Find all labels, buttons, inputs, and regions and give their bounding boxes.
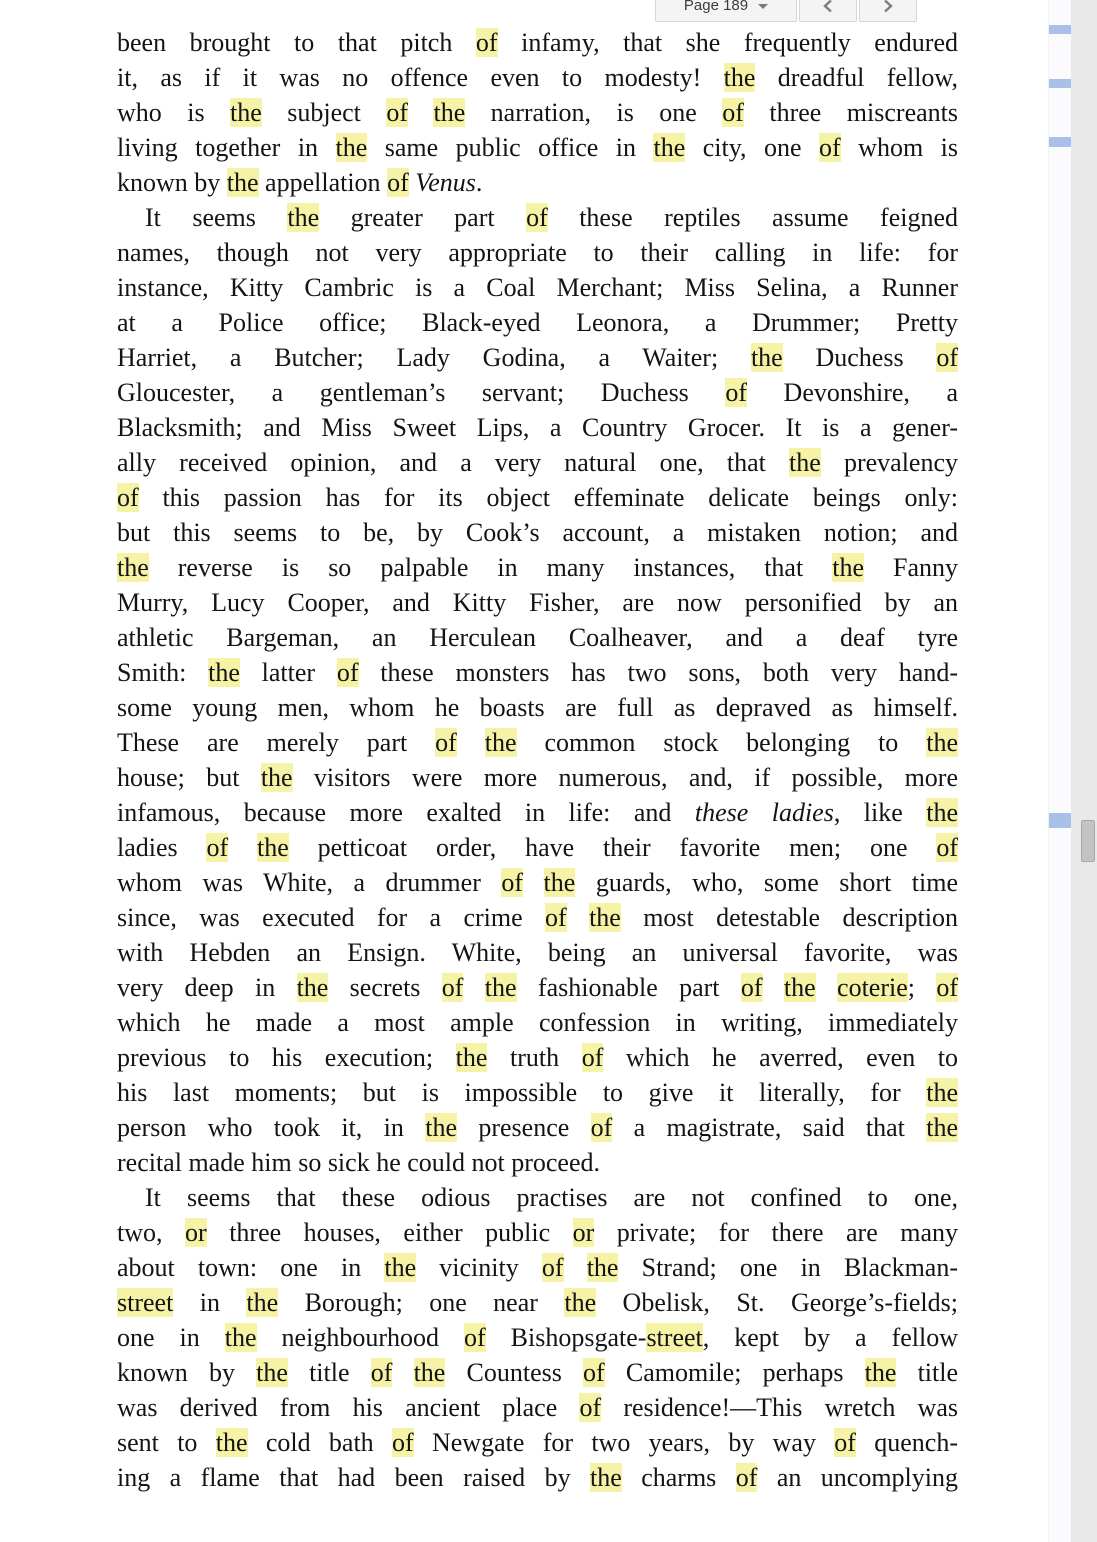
text-line: [117, 270, 958, 305]
text-segment: .: [475, 168, 483, 197]
text-line: [117, 95, 958, 130]
text-segment: athletic Bargeman, an Herculean Coalheaver, and a deaf tyre: [117, 623, 958, 652]
text-segment: very deep in: [117, 973, 297, 1002]
text-segment: city, one: [685, 133, 820, 162]
text-line: [117, 1460, 958, 1495]
text-segment: a magistrate, said that: [612, 1113, 927, 1142]
text-segment: [392, 1358, 413, 1387]
text-segment: which he made a most ample confession in writing, immediately: [117, 1008, 958, 1037]
text-segment: Blacksmith; and Miss Sweet Lips, a Country Grocer. It is a gener-: [117, 413, 958, 442]
text-segment: instance, Kitty Cambric is a Coal Merchant; Miss Selina, a Runner: [117, 273, 958, 302]
search-highlight: the: [230, 98, 262, 127]
text-line: [117, 1110, 958, 1145]
text-line: [117, 1390, 958, 1425]
search-highlight: the: [287, 203, 320, 232]
text-line: [117, 865, 958, 900]
page-selector-label: Page 189: [683, 0, 749, 14]
text-segment: [567, 903, 589, 932]
text-segment: fashionable part: [516, 973, 741, 1002]
text-segment: It seems that these odious practises are not confined to one,: [145, 1183, 958, 1212]
text-segment: these reptiles assume feigned: [547, 203, 959, 232]
text-line: [117, 25, 958, 60]
text-segment: three miscreants: [743, 98, 958, 127]
text-line: [117, 1250, 958, 1285]
page-selector-button[interactable]: [655, 0, 797, 22]
text-segment: , like: [833, 798, 927, 827]
text-segment: infamous, because more exalted in life: and: [117, 798, 695, 827]
search-highlight: of: [583, 1358, 605, 1387]
search-highlight: the: [246, 1288, 279, 1317]
search-highlight: the: [425, 1113, 457, 1142]
text-segment: visitors were more numerous, and, if possible, more: [292, 763, 958, 792]
page-navigation-toolbar: [655, 0, 917, 22]
text-line: [117, 1180, 958, 1215]
text-segment: quench-: [855, 1428, 959, 1457]
text-segment: guards, who, some short time: [575, 868, 959, 897]
text-segment: previous to his execution;: [117, 1043, 456, 1072]
search-highlight: of: [579, 1393, 602, 1422]
text-segment: title: [896, 1358, 959, 1387]
text-segment: same public office in: [367, 133, 654, 162]
text-segment: in: [173, 1288, 247, 1317]
text-segment: house; but: [117, 763, 261, 792]
text-segment: but this seems to be, by Cook’s account, a mistaken notion; and: [117, 518, 958, 547]
text-segment: Duchess: [782, 343, 937, 372]
search-highlight: or: [572, 1218, 595, 1247]
text-line: [117, 1215, 958, 1250]
text-line: [117, 1145, 958, 1180]
search-highlight: the: [926, 1113, 959, 1142]
text-line: [117, 1285, 958, 1320]
text-segment: vicinity: [416, 1253, 542, 1282]
text-segment: Newgate for two years, by way: [413, 1428, 835, 1457]
text-line: [117, 795, 958, 830]
search-match-marker[interactable]: [1049, 137, 1072, 147]
text-segment: Camomile; perhaps: [604, 1358, 865, 1387]
text-segment: Murry, Lucy Cooper, and Kitty Fisher, are now personified by an: [117, 588, 958, 617]
search-highlight: the: [433, 98, 466, 127]
text-line: [117, 760, 958, 795]
text-segment: title: [287, 1358, 371, 1387]
chevron-left-icon: [821, 0, 835, 13]
text-segment: Devonshire, a: [747, 378, 958, 407]
search-highlight: the: [296, 973, 329, 1002]
search-highlight: of: [819, 133, 841, 162]
text-segment: [457, 728, 485, 757]
search-highlight: of: [936, 973, 959, 1002]
text-segment: prevalency: [820, 448, 958, 477]
search-results-minimap[interactable]: [1048, 0, 1071, 1542]
text-segment: Strand; one in Blackman-: [618, 1253, 959, 1282]
text-segment: These are merely part: [117, 728, 436, 757]
text-line: [117, 445, 958, 480]
text-segment: been brought to that pitch: [117, 28, 476, 57]
search-highlight: of: [206, 833, 229, 862]
search-highlight: of: [386, 98, 409, 127]
text-line: [117, 550, 958, 585]
text-segment: Borough; one near: [278, 1288, 565, 1317]
text-segment: neighbourhood: [256, 1323, 464, 1352]
text-segment: Countess: [445, 1358, 584, 1387]
search-highlight: the: [484, 728, 517, 757]
text-segment: residence!—This wretch was: [601, 1393, 958, 1422]
text-segment: these ladies: [694, 798, 834, 827]
search-match-marker[interactable]: [1049, 813, 1072, 828]
search-highlight: the: [224, 1323, 257, 1352]
text-segment: known by: [117, 168, 227, 197]
text-segment: known by: [117, 1358, 257, 1387]
text-segment: sent to: [117, 1428, 216, 1457]
text-line: [117, 60, 958, 95]
search-highlight: the: [589, 903, 621, 932]
search-highlight: the: [260, 763, 293, 792]
text-segment: Gloucester, a gentleman’s servant; Duchess: [117, 378, 726, 407]
search-highlight: the: [484, 973, 517, 1002]
search-highlight: of: [370, 1358, 393, 1387]
text-segment: infamy, that she frequently endured: [497, 28, 958, 57]
search-highlight: of: [722, 98, 744, 127]
text-segment: charms: [621, 1463, 736, 1492]
text-segment: reverse is so palpable in many instances, that: [148, 553, 833, 582]
search-highlight: of: [475, 28, 498, 57]
text-line: [117, 375, 958, 410]
text-segment: Obelisk, St. George’s-fields;: [596, 1288, 958, 1317]
search-highlight: the: [564, 1288, 597, 1317]
search-highlight: the: [750, 343, 783, 372]
search-highlight: the: [926, 728, 958, 757]
text-line: [117, 235, 958, 270]
text-line: [117, 620, 958, 655]
search-highlight: the: [226, 168, 259, 197]
text-segment: subject: [261, 98, 387, 127]
text-segment: [463, 973, 484, 1002]
caret-down-icon: [758, 4, 768, 9]
search-highlight: the: [926, 798, 958, 827]
search-highlight: the: [653, 133, 686, 162]
search-highlight: the: [384, 1253, 417, 1282]
text-segment: with Hebden an Ensign. White, being an universal favorite, was: [117, 938, 958, 967]
search-highlight: of: [581, 1043, 604, 1072]
text-segment: person who took it, in: [117, 1113, 426, 1142]
search-highlight: the: [413, 1358, 446, 1387]
search-highlight: the: [257, 833, 289, 862]
text-segment: Smith:: [117, 658, 209, 687]
text-segment: this passion has for its object effeminate delicate beings only:: [138, 483, 958, 512]
text-line: [117, 200, 958, 235]
text-segment: ing a flame that had been raised by: [117, 1463, 591, 1492]
search-highlight: street: [117, 1288, 174, 1317]
text-line: [117, 305, 958, 340]
search-highlight: of: [936, 343, 958, 372]
text-segment: names, though not very appropriate to their calling in life: for: [117, 238, 958, 267]
search-highlight: the: [586, 1253, 619, 1282]
search-highlight: coterie: [837, 973, 908, 1002]
text-line: [117, 165, 958, 200]
text-segment: these monsters has two sons, both very hand-: [358, 658, 958, 687]
text-line: [117, 1075, 958, 1110]
text-line: [117, 970, 958, 1005]
search-highlight: street: [646, 1323, 703, 1352]
text-segment: [523, 868, 544, 897]
text-segment: [564, 1253, 587, 1282]
text-line: [117, 1355, 958, 1390]
search-highlight: the: [789, 448, 821, 477]
text-segment: it, as if it was no offence even to modesty!: [117, 63, 724, 92]
scrollbar-track[interactable]: [1071, 0, 1097, 1542]
text-line: [117, 410, 958, 445]
text-segment: secrets: [328, 973, 442, 1002]
text-line: [117, 725, 958, 760]
text-segment: Harriet, a Butcher; Lady Godina, a Waiter;: [117, 343, 751, 372]
text-line: [117, 1320, 958, 1355]
text-segment: Venus: [415, 168, 476, 197]
chevron-right-icon: [881, 0, 895, 13]
search-highlight: the: [543, 868, 576, 897]
search-highlight: the: [832, 553, 864, 582]
text-line: [117, 130, 958, 165]
text-segment: petticoat order, have their favorite men; one: [288, 833, 937, 862]
text-segment: most detestable description: [620, 903, 958, 932]
next-page-button[interactable]: [859, 0, 917, 22]
text-segment: ;: [907, 973, 937, 1002]
text-segment: ally received opinion, and a very natural one, that: [117, 448, 790, 477]
text-segment: common stock belonging to: [516, 728, 927, 757]
search-highlight: of: [435, 728, 457, 757]
search-highlight: of: [463, 1323, 486, 1352]
search-highlight: the: [926, 1078, 958, 1107]
text-segment: , kept by a fellow: [702, 1323, 959, 1352]
search-highlight: of: [725, 378, 748, 407]
search-highlight: of: [735, 1463, 758, 1492]
text-line: [117, 480, 958, 515]
text-line: [117, 830, 958, 865]
search-highlight: the: [256, 1358, 288, 1387]
text-segment: Fanny: [863, 553, 958, 582]
text-segment: one in: [117, 1323, 225, 1352]
search-highlight: of: [441, 973, 464, 1002]
search-highlight: the: [208, 658, 240, 687]
text-segment: truth: [487, 1043, 582, 1072]
search-highlight: of: [501, 868, 524, 897]
search-highlight: the: [335, 133, 368, 162]
text-line: [117, 935, 958, 970]
scrollbar-thumb[interactable]: [1081, 820, 1095, 862]
search-highlight: the: [723, 63, 756, 92]
text-line: [117, 655, 958, 690]
search-highlight: of: [117, 483, 139, 512]
search-highlight: the: [117, 553, 149, 582]
text-segment: cold bath: [247, 1428, 392, 1457]
search-highlight: the: [455, 1043, 488, 1072]
text-segment: recital made him so sick he could not proceed.: [117, 1148, 601, 1177]
text-segment: Bishopsgate-: [485, 1323, 647, 1352]
text-segment: which he averred, even to: [603, 1043, 959, 1072]
search-match-marker[interactable]: [1049, 79, 1072, 88]
text-segment: [763, 973, 784, 1002]
text-segment: appellation: [258, 168, 388, 197]
text-segment: It seems: [145, 203, 288, 232]
search-highlight: of: [336, 658, 359, 687]
text-line: [117, 1425, 958, 1460]
search-highlight: the: [590, 1463, 622, 1492]
search-highlight: of: [936, 833, 959, 862]
text-segment: two,: [117, 1218, 186, 1247]
text-segment: presence: [457, 1113, 591, 1142]
search-highlight: of: [526, 203, 548, 232]
text-segment: [408, 98, 433, 127]
search-highlight: the: [783, 973, 816, 1002]
text-line: [117, 900, 958, 935]
text-line: [117, 1040, 958, 1075]
text-segment: [228, 833, 257, 862]
text-segment: greater part: [319, 203, 527, 232]
search-highlight: or: [185, 1218, 207, 1247]
page-text: [117, 25, 958, 1495]
text-segment: narration, is one: [465, 98, 723, 127]
text-segment: about town: one in: [117, 1253, 385, 1282]
search-highlight: of: [387, 168, 409, 197]
text-segment: living together in: [117, 133, 336, 162]
text-line: [117, 585, 958, 620]
text-segment: latter: [239, 658, 337, 687]
text-segment: an uncomplying: [757, 1463, 958, 1492]
text-segment: some young men, whom he boasts are full as depraved as himself.: [117, 693, 958, 722]
text-segment: three houses, either public: [206, 1218, 573, 1247]
search-highlight: of: [545, 903, 567, 932]
text-line: [117, 515, 958, 550]
text-line: [117, 1005, 958, 1040]
text-segment: ladies: [117, 833, 207, 862]
search-highlight: of: [392, 1428, 414, 1457]
search-highlight: of: [541, 1253, 564, 1282]
text-line: [117, 690, 958, 725]
text-segment: since, was executed for a crime: [117, 903, 546, 932]
text-segment: whom was White, a drummer: [117, 868, 502, 897]
text-segment: who is: [117, 98, 231, 127]
text-segment: at a Police office; Black-eyed Leonora, a Drummer; Pretty: [117, 308, 958, 337]
text-segment: dreadful fellow,: [755, 63, 959, 92]
text-segment: was derived from his ancient place: [117, 1393, 580, 1422]
search-highlight: of: [834, 1428, 856, 1457]
search-highlight: the: [215, 1428, 248, 1457]
text-segment: private; for there are many: [594, 1218, 959, 1247]
text-segment: whom is: [840, 133, 958, 162]
text-segment: his last moments; but is impossible to give it literally, for: [117, 1078, 927, 1107]
text-segment: [816, 973, 837, 1002]
search-highlight: of: [740, 973, 763, 1002]
text-line: [117, 340, 958, 375]
search-highlight: the: [864, 1358, 897, 1387]
search-match-marker[interactable]: [1049, 25, 1072, 34]
search-highlight: of: [590, 1113, 613, 1142]
prev-page-button[interactable]: [799, 0, 857, 22]
